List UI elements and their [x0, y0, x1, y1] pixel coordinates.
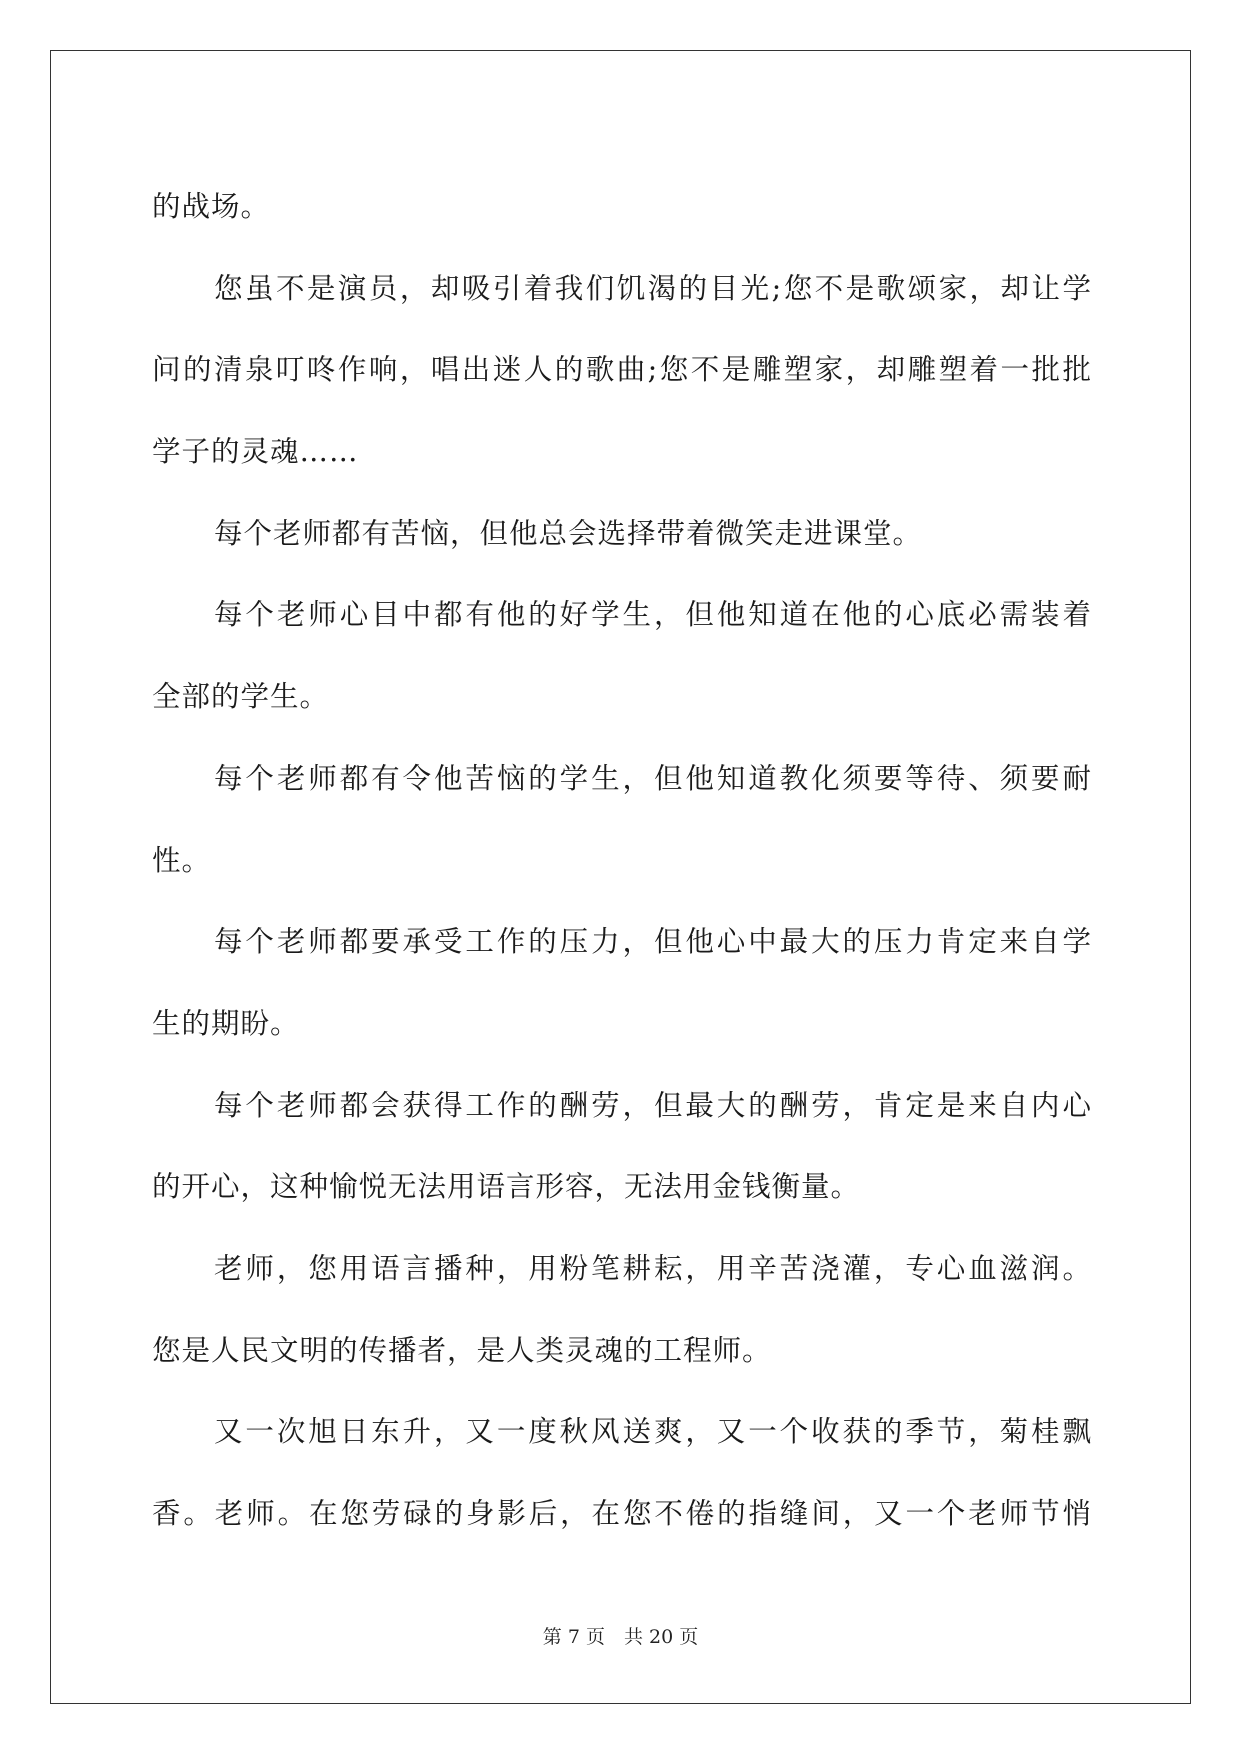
text-line: 香。老师。在您劳碌的身影后，在您不倦的指缝间，又一个老师节悄 — [152, 1497, 1092, 1530]
text-line: 每个老师都有令他苦恼的学生，但他知道教化须要等待、须要耐 — [214, 761, 1092, 795]
text-line: 生的期盼。 — [152, 1006, 300, 1040]
page-number: 第 7 页 共 20 页 — [542, 1626, 699, 1648]
text-line: 又一次旭日东升，又一度秋风送爽，又一个收获的季节，菊桂飘 — [214, 1415, 1092, 1449]
text-line: 全部的学生。 — [152, 680, 330, 714]
text-line: 每个老师都要承受工作的压力，但他心中最大的压力肯定来自学 — [214, 925, 1092, 959]
text-line: 您虽不是演员，却吸引着我们饥渴的目光;您不是歌颂家，却让学 — [214, 271, 1092, 305]
text-line: 性。 — [152, 843, 212, 877]
text-line: 的战场。 — [152, 190, 271, 223]
text-line: 每个老师都有苦恼，但他总会选择带着微笑走进课堂。 — [214, 516, 923, 550]
text-line: 每个老师都会获得工作的酬劳，但最大的酬劳，肯定是来自内心 — [214, 1088, 1092, 1122]
text-line: 问的清泉叮咚作响，唱出迷人的歌曲;您不是雕塑家，却雕塑着一批批 — [152, 353, 1092, 387]
document-body — [152, 166, 1092, 1555]
text-line: 学子的灵魂…… — [152, 435, 359, 469]
text-line: 老师，您用语言播种，用粉笔耕耘，用辛苦浇灌，专心血滋润。 — [214, 1251, 1092, 1285]
text-line: 您是人民文明的传播者，是人类灵魂的工程师。 — [152, 1333, 772, 1367]
text-line: 每个老师心目中都有他的好学生，但他知道在他的心底必需装着 — [214, 598, 1092, 632]
text-line: 的开心，这种愉悦无法用语言形容，无法用金钱衡量。 — [152, 1170, 861, 1204]
